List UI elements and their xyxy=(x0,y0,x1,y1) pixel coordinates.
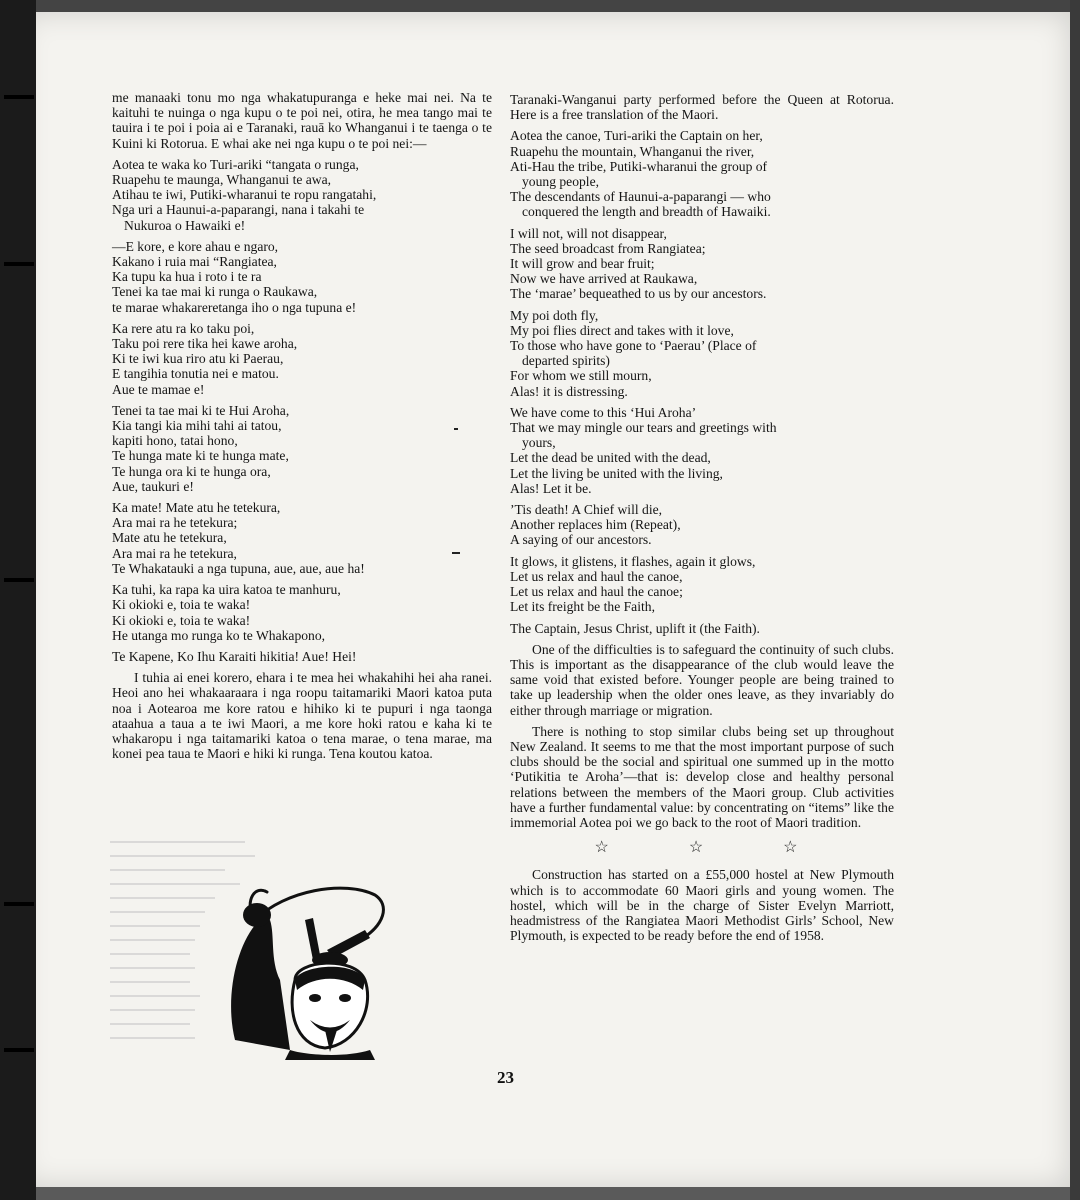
verse-line: Alas! it is distressing. xyxy=(510,383,628,399)
verse-line: Let the dead be united with the dead, xyxy=(510,450,711,466)
verse-line: Te hunga mate ki te hunga mate, xyxy=(112,448,289,464)
verse-line: Ara mai ra he tetekura, xyxy=(112,545,237,561)
verse-line: It glows, it glistens, it flashes, again it glows, xyxy=(510,553,756,569)
maori-stanza-6 xyxy=(112,582,492,643)
binding-mark xyxy=(4,1048,34,1052)
dancer-eye-right xyxy=(339,994,351,1002)
verse-line: My poi flies direct and takes with it love, xyxy=(510,322,734,338)
verse-line: My poi doth fly, xyxy=(510,307,599,323)
verse-line: Let the living be united with the living, xyxy=(510,465,723,481)
verse-line: ’Tis death! A Chief will die, xyxy=(510,502,663,518)
verse-line: A saying of our ancestors. xyxy=(510,532,652,548)
binding-mark xyxy=(4,902,34,906)
verse-line: Nukuroa o Hawaiki e! xyxy=(124,217,246,233)
maori-stanza-2 xyxy=(112,239,492,315)
verse-line: conquered the length and breadth of Hawaiki. xyxy=(522,204,771,220)
verse-line: Ruapehu te maunga, Whanganui te awa, xyxy=(112,172,332,188)
page-binding-edge xyxy=(0,0,36,1200)
verse-line: It will grow and bear fruit; xyxy=(510,256,655,272)
verse-line: Ki te iwi kua riro atu ki Paerau, xyxy=(112,351,284,367)
verse-line: departed spirits) xyxy=(522,353,610,369)
dancer-eye-left xyxy=(309,994,321,1002)
scan-border-right xyxy=(1070,0,1080,1200)
verse-line: We have come to this ‘Hui Aroha’ xyxy=(510,404,697,420)
english-stanza-6 xyxy=(510,554,894,615)
verse-line: Alas! Let it be. xyxy=(510,480,592,496)
english-stanza-3 xyxy=(510,308,894,399)
english-stanza-5 xyxy=(510,502,894,548)
verse-line: That we may mingle our tears and greetings with xyxy=(510,420,777,436)
verse-line: Ati-Hau the tribe, Putiki-wharanui the group of xyxy=(510,158,768,174)
verse-line: For whom we still mourn, xyxy=(510,368,652,384)
right-column-english xyxy=(510,92,894,949)
verse-line: Ara mai ra he tetekura; xyxy=(112,515,238,531)
verse-line: Ruapehu the mountain, Whanganui the river, xyxy=(510,143,755,159)
maori-stanza-5 xyxy=(112,500,492,576)
maori-stanza-1 xyxy=(112,157,492,233)
verse-line: —E kore, e kore ahau e ngaro, xyxy=(112,238,279,254)
poi-dancer-illustration xyxy=(195,880,465,1060)
verse-line: Aotea the canoe, Turi-ariki the Captain on her, xyxy=(510,128,763,144)
star-separator: ☆ ☆ ☆ xyxy=(594,839,836,857)
verse-line: yours, xyxy=(522,435,556,451)
hair-feather-left xyxy=(305,918,321,960)
maori-stanza-7 xyxy=(112,649,492,664)
binding-mark xyxy=(4,95,34,99)
verse-line: The Captain, Jesus Christ, uplift it (the Faith). xyxy=(510,620,760,636)
verse-line: Nga uri a Haunui-a-paparangi, nana i takahi te xyxy=(112,202,365,218)
left-column-maori xyxy=(112,90,492,767)
verse-line: Te Kapene, Ko Ihu Karaiti hikitia! Aue! Hei! xyxy=(112,648,357,664)
verse-line: Ka tuhi, ka rapa ka uira katoa te manhuru, xyxy=(112,582,341,598)
maori-closing: I tuhia ai enei korero, ehara i te mea hei whakahihi hei aha ranei. Heoi ano hei whakaaraara i nga roopu taitamariki Maori katoa puta noa i Aotearoa me kore ratou e hihiko ki te pupuri i nga taonga ataahua a taua a te iwi Maori, a me kore hoki ratou e kaha ki te whakaropu i nga taitamariki katoa o tena marae, o tena marae, ma konei pea taua te Maori e hiki ki runga. Tena koutou katoa. xyxy=(112,670,492,762)
verse-line: kapiti hono, tatai hono, xyxy=(112,433,238,449)
verse-line: Ki okioki e, toia te waka! xyxy=(112,612,251,628)
english-stanza-1 xyxy=(510,128,894,219)
verse-line: Tenei ta tae mai ki te Hui Aroha, xyxy=(112,402,290,418)
dancer-arm xyxy=(231,920,290,1050)
verse-line: Let us relax and haul the canoe; xyxy=(510,584,683,600)
dancer-hand xyxy=(243,903,271,927)
stray-mark xyxy=(454,428,458,430)
verse-line: Te hunga ora ki te hunga ora, xyxy=(112,463,271,479)
verse-line: Ka rere atu ra ko taku poi, xyxy=(112,320,255,336)
verse-line: Atihau te iwi, Putiki-wharanui te ropu rangatahi, xyxy=(112,187,377,203)
binding-mark xyxy=(4,578,34,582)
english-intro: Taranaki-Wanganui party performed before the Queen at Rotorua. Here is a free translation of the Maori. xyxy=(510,92,894,123)
binding-mark xyxy=(4,262,34,266)
maori-stanza-4 xyxy=(112,403,492,494)
verse-line: Aue, taukuri e! xyxy=(112,478,194,494)
verse-line: I will not, will not disappear, xyxy=(510,225,667,241)
verse-line: The seed broadcast from Rangiatea; xyxy=(510,240,706,256)
verse-line: He utanga mo runga ko te Whakapono, xyxy=(112,627,326,643)
maori-stanza-3 xyxy=(112,321,492,397)
verse-line: young people, xyxy=(522,174,600,190)
page-number: 23 xyxy=(497,1068,514,1087)
verse-line: Tenei ka tae mai ki runga o Raukawa, xyxy=(112,284,318,300)
verse-line: E tangihia tonutia nei e matou. xyxy=(112,366,279,382)
verse-line: Now we have arrived at Raukawa, xyxy=(510,271,698,287)
scan-border-top xyxy=(0,0,1080,12)
verse-line: Ka tupu ka hua i roto i te ra xyxy=(112,269,262,285)
verse-line: Aue te mamae e! xyxy=(112,381,205,397)
verse-line: The ‘marae’ bequeathed to us by our ancestors. xyxy=(510,286,767,302)
verse-line: Another replaces him (Repeat), xyxy=(510,517,681,533)
verse-line: Mate atu he tetekura, xyxy=(112,530,227,546)
stray-mark xyxy=(452,552,460,554)
verse-line: Taku poi rere tika hei kawe aroha, xyxy=(112,336,298,352)
verse-line: To those who have gone to ‘Paerau’ (Place of xyxy=(510,338,757,354)
hostel-news-item: Construction has started on a £55,000 hostel at New Plymouth which is to accommodate 60 Maori girls and young women. The hostel, which will be in the charge of Sister Evelyn Marriott, headmistress of the Rangiatea Maori Methodist Girls’ School, New Plymouth, is expected to be ready before the end of 1958. xyxy=(510,867,894,944)
verse-line: Ki okioki e, toia te waka! xyxy=(112,597,251,613)
article-paragraph: One of the difficulties is to safeguard the continuity of such clubs. This is important as the disappearance of the club would leave the same void that existed before. Younger people are being trained to take up leadership when the older ones leave, as they invariably do either through marriage or migration. xyxy=(510,641,894,718)
maori-intro: me manaaki tonu mo nga whakatupuranga e heke mai nei. Na te kaituhi te nuinga o nga kupu o te poi nei, otira, he mea tango mai te tauira i te poi i poia ai e Taranaki, rauā ko Whanganui i te taenga o te Kuini ki Rotorua. E whai ake nei nga kupu o te poi nei:— xyxy=(112,90,492,151)
english-stanza-2 xyxy=(510,226,894,302)
english-stanza-4 xyxy=(510,405,894,496)
verse-line: The descendants of Haunui-a-paparangi — who xyxy=(510,189,771,205)
verse-line: Let us relax and haul the canoe, xyxy=(510,568,683,584)
verse-line: Let its freight be the Faith, xyxy=(510,599,655,615)
verse-line: Kakano i ruia mai “Rangiatea, xyxy=(112,254,277,270)
verse-line: Ka mate! Mate atu he tetekura, xyxy=(112,500,281,516)
article-paragraph: There is nothing to stop similar clubs being set up throughout New Zealand. It seems to me that the most important purpose of such clubs should be the social and spiritual one summed up in the motto ‘Putikitia te Aroha’—that is: develop close and healthy personal relations between the members of the Maori group. Club activities have a further fundamental value: by concentrating on “items” like the immemorial Aotea poi we go back to the root of Maori tradition. xyxy=(510,723,894,830)
english-stanza-7 xyxy=(510,621,894,636)
verse-line: Kia tangi kia mihi tahi ai tatou, xyxy=(112,418,282,434)
verse-line: te marae whakareretanga iho o nga tupuna e! xyxy=(112,299,357,315)
verse-line: Te Whakatauki a nga tupuna, aue, aue, aue ha! xyxy=(112,560,365,576)
verse-line: Aotea te waka ko Turi-ariki “tangata o runga, xyxy=(112,156,359,172)
